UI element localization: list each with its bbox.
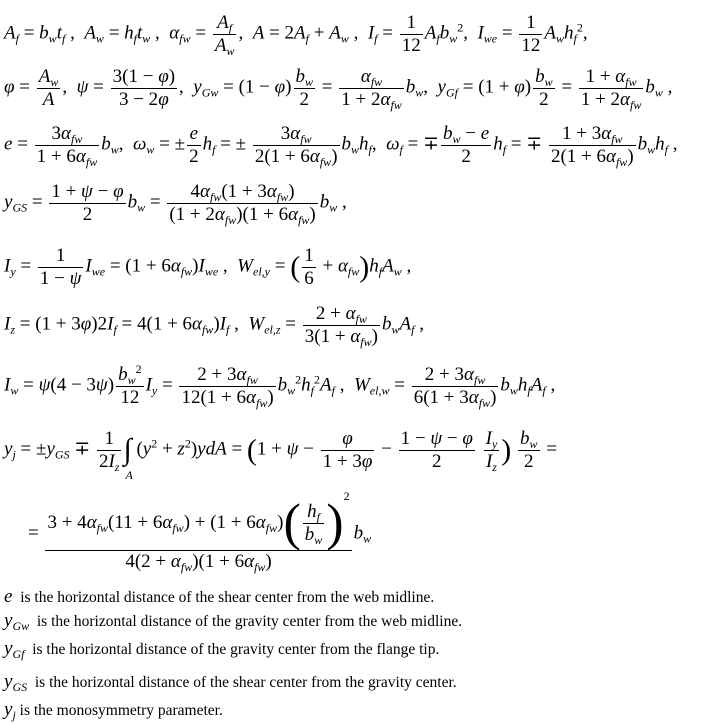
note-ygs: $y_{GS}$ is the horizontal distance of the shear center from the gravity center. xyxy=(4,671,457,694)
note-ygw: $y_{Gw}$ is the horizontal distance of the gravity center from the web midline. xyxy=(4,610,463,633)
note-e-text: is the horizontal distance of the shear center from the web midline. xyxy=(20,589,435,606)
note-yj: $y_j$ is the monosymmetry parameter. xyxy=(4,699,223,722)
equation-ygs: $y_{GS}$ = $\frac{1 + \psi - \varphi}{2}$ $b_w$ = $\frac{4\alpha_{fw}(1 + 3\alpha_{fw})}{(1 + 2\alpha_{fw})(1 + 6\alpha_{fw})}$ $b_w$ , xyxy=(4,181,347,227)
note-e: e is the horizontal distance of the shear center from the web midline. xyxy=(4,586,435,607)
equation-yj-closed-form: = $3 + 4\alpha_{fw}(11 + 6\alpha_{fw}) + (1 + 6\alpha_{fw})$( $\frac{h_f}{b_w}$ )$^2$ $4(2 + \alpha_{fw})(1 + 6\alpha_{fw})$ $b_w$ xyxy=(28,489,372,574)
note-ygs-text: is the horizontal distance of the shear center from the gravity center. xyxy=(34,674,457,691)
note-ygw-text: is the horizontal distance of the gravity center from the web midline. xyxy=(36,613,463,630)
equation-section-properties: $A_f = b_wt_f$ , $A_w = h_ft_w$ , $\alpha_{fw}$ = $\frac{A_f}{A_w}$ , $A = 2A_f + A_w$ , $I_f$ = $\frac{1}{12}$ $A_fb_w^2$, $I_{we}$ = $\frac{1}{12}$ $A_wh_f^2$, xyxy=(4,12,588,58)
equation-phi-psi-ygw-ygf: φ = $\frac{A_w}{A}$ , ψ = $\frac{3(1 - \varphi)}{3 - 2\varphi}$ , $y_{Gw} = (1 - \varphi)$ $\frac{b_w}{2}$ = $\frac{\alpha_{fw}}{1 + 2\alpha_{fw}}$ $b_w$, $y_{Gf} = (1 + \varphi)$ $\frac{b_w}{2}$ = $\frac{1 + \alpha_{fw}}{1 + 2\alpha_{fw}}$ $b_w$ , xyxy=(4,66,673,112)
note-yj-text: is the monosymmetry parameter. xyxy=(19,702,223,719)
equation-iy-wely: $I_y$ = $\frac{1}{1 - \psi}$ $I_{we} = (1 + 6\alpha_{fw})I_{we}$ , $W_{el,y}$ = ( $\frac{1}{6}$ + $\alpha_{fw})h_fA_w$ , xyxy=(4,245,412,289)
note-ygf-text: is the horizontal distance of the gravity center from the flange tip. xyxy=(32,641,440,658)
equation-iw-welw: $I_w = \psi(4 - 3\psi)$ $\frac{b_w^2}{12}$ $I_y$ = $\frac{2 + 3\alpha_{fw}}{12(1 + 6\alpha_{fw})}$ $b_w^2h_f^2A_f$ , $W_{el,w}$ = $\frac{2 + 3\alpha_{fw}}{6(1 + 3\alpha_{fw})}$ $b_wh_fA_f$ , xyxy=(4,362,556,410)
note-ygf: $y_{Gf}$ is the horizontal distance of the gravity center from the flange tip. xyxy=(4,638,440,661)
equation-yj: $y_j = \pm y_{GS}$ ∓ $\frac{1}{2I_z}$ ∫ A $(y^2 + z^2)ydA = (1 + \psi$ − $\frac{\varphi}{1 + 3\varphi}$ − $\frac{1 - \psi - \varphi}{2}$ $\frac{I_y}{I_z}$ ) $\frac{b_w}{2}$ = xyxy=(4,428,558,483)
equation-iz-welz: $I_z = (1 + 3\varphi)2I_f = 4(1 + 6\alpha_{fw})I_f$ , $W_{el,z}$ = $\frac{2 + \alpha_{fw}}{3(1 + \alpha_{fw})}$ $b_wA_f$ , xyxy=(4,303,424,349)
equation-e-omega: e = $\frac{3\alpha_{fw}}{1 + 6\alpha_{fw}}$ $b_w$, $\omega_w$ = ± $\frac{e}{2}$ $h_f$ = ± $\frac{3\alpha_{fw}}{2(1 + 6\alpha_{fw})}$ $b_wh_f$, $\omega_f$ = ∓ $\frac{b_w - e}{2}$ $h_f$ = ∓ $\frac{1 + 3\alpha_{fw}}{2(1 + 6\alpha_{fw})}$ $b_wh_f$ , xyxy=(4,123,678,169)
